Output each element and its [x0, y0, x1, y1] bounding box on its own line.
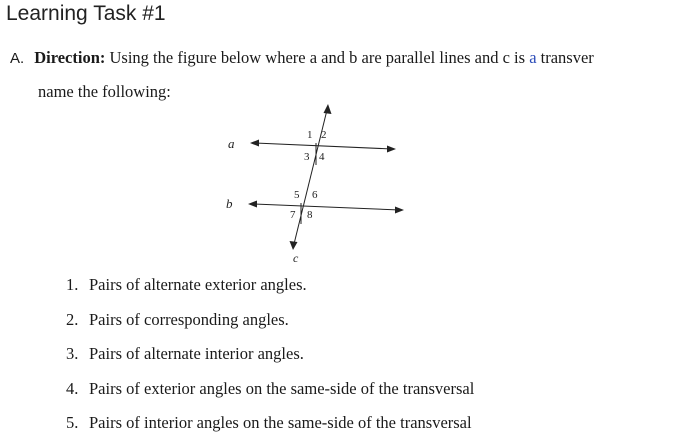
line-b	[253, 204, 400, 210]
page-title: Learning Task #1	[6, 2, 166, 25]
task-item	[66, 379, 474, 414]
direction-text-1: Using the figure below where a and b are parallel lines and c is	[105, 48, 530, 67]
angle-7-label: 7	[290, 209, 296, 221]
task-item	[66, 413, 474, 448]
angle-1-label: 1	[307, 129, 313, 141]
section-letter: A.	[10, 50, 25, 67]
arrow-c-bottom	[290, 241, 298, 250]
line-a-label: a	[228, 136, 235, 151]
direction-text-2: transver	[536, 48, 594, 67]
task-item	[66, 344, 474, 379]
task-number: 1.	[66, 275, 79, 294]
line-a	[255, 143, 392, 149]
angle-3-label: 3	[304, 151, 310, 163]
task-list	[66, 275, 474, 448]
task-text: Pairs of corresponding angles.	[89, 309, 289, 329]
task-number: 2.	[66, 309, 79, 329]
task-text: Pairs of alternate exterior angles.	[89, 275, 307, 294]
arrow-a-right	[387, 146, 396, 153]
task-item	[66, 275, 474, 310]
task-number: 5.	[66, 413, 79, 432]
arrow-c-top	[324, 104, 332, 114]
angle-8-label: 8	[307, 209, 313, 221]
task-text: Pairs of exterior angles on the same-side of the transversal	[89, 378, 475, 398]
task-number: 3.	[66, 344, 79, 363]
arrow-b-right	[395, 207, 404, 214]
direction-highlight: a	[529, 48, 537, 67]
direction-label: Direction:	[34, 48, 106, 67]
angle-2-label: 2	[321, 129, 327, 141]
task-text: Pairs of alternate interior angles.	[89, 344, 304, 363]
task-number: 4.	[66, 378, 79, 398]
angle-6-label: 6	[312, 189, 318, 201]
angle-5-label: 5	[294, 189, 300, 201]
task-text: Pairs of interior angles on the same-side of the transversal	[89, 413, 472, 432]
line-c-label: c	[293, 251, 299, 265]
task-item	[66, 310, 474, 345]
angle-4-label: 4	[319, 151, 325, 163]
line-b-label: b	[226, 196, 233, 211]
arrow-b-left	[248, 201, 257, 208]
arrow-a-left	[250, 140, 259, 147]
direction-line-2: name the following:	[38, 82, 171, 101]
